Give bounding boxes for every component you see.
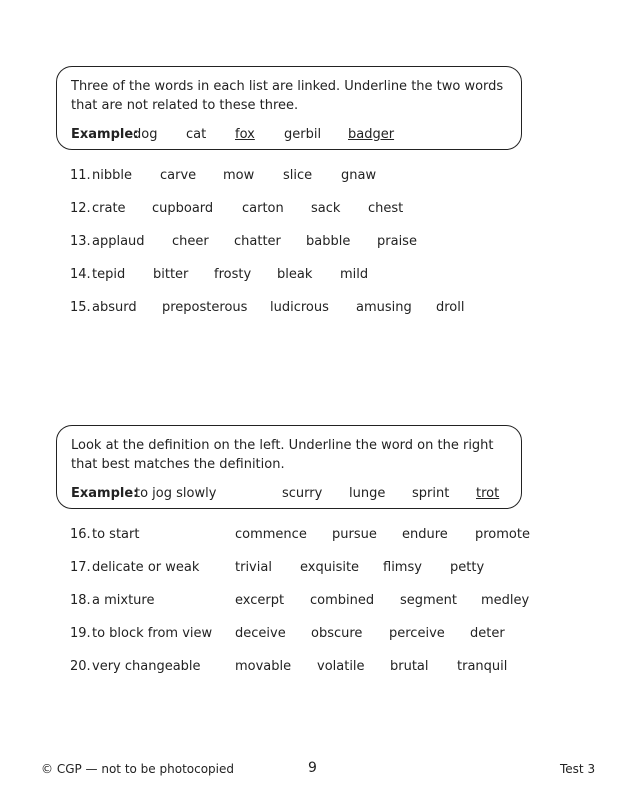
question-number: 14.: [70, 267, 91, 282]
example-word: sprint: [412, 486, 450, 501]
word-option[interactable]: nibble: [92, 168, 132, 183]
example-word-underlined: fox: [235, 127, 255, 142]
word-option[interactable]: slice: [283, 168, 313, 183]
word-option[interactable]: bleak: [277, 267, 313, 282]
word-option[interactable]: excerpt: [235, 593, 285, 608]
word-option[interactable]: trivial: [235, 560, 272, 575]
word-option[interactable]: chatter: [234, 234, 281, 249]
page-number: 9: [308, 760, 317, 776]
question-row: [0, 657, 627, 676]
definition-text: to block from view: [92, 626, 213, 641]
question-row: [0, 591, 627, 610]
word-option[interactable]: crate: [92, 201, 126, 216]
word-option[interactable]: sack: [311, 201, 341, 216]
question-row: [0, 624, 627, 643]
definition-text: very changeable: [92, 659, 201, 674]
word-option[interactable]: applaud: [92, 234, 145, 249]
word-option[interactable]: preposterous: [162, 300, 248, 315]
question-number: 15.: [70, 300, 91, 315]
word-option[interactable]: medley: [481, 593, 530, 608]
question-row: [0, 525, 627, 544]
word-option[interactable]: perceive: [389, 626, 445, 641]
example-label: Example:: [71, 127, 139, 142]
example-definition: to jog slowly: [135, 486, 217, 501]
question-row: [0, 199, 627, 218]
word-option[interactable]: commence: [235, 527, 307, 542]
word-option[interactable]: mild: [340, 267, 369, 282]
question-row: [0, 298, 627, 317]
word-option[interactable]: mow: [223, 168, 255, 183]
word-option[interactable]: combined: [310, 593, 375, 608]
word-option[interactable]: endure: [402, 527, 448, 542]
word-option[interactable]: deter: [470, 626, 505, 641]
question-row: [0, 232, 627, 251]
word-option[interactable]: droll: [436, 300, 465, 315]
word-option[interactable]: bitter: [153, 267, 189, 282]
question-number: 19.: [70, 626, 91, 641]
example-word: dog: [133, 127, 158, 142]
question-number: 12.: [70, 201, 91, 216]
definition-text: to start: [92, 527, 140, 542]
instructions-text-2: Look at the definition on the left. Underline the word on the right that best matches the definition.: [71, 438, 494, 472]
instructions-box-2: [56, 425, 522, 509]
instructions-box-1: [56, 66, 522, 150]
word-option[interactable]: deceive: [235, 626, 286, 641]
word-option[interactable]: ludicrous: [270, 300, 329, 315]
word-option[interactable]: obscure: [311, 626, 363, 641]
word-option[interactable]: segment: [400, 593, 458, 608]
word-option[interactable]: volatile: [317, 659, 365, 674]
word-option[interactable]: praise: [377, 234, 417, 249]
question-number: 13.: [70, 234, 91, 249]
example-word: lunge: [349, 486, 386, 501]
word-option[interactable]: carve: [160, 168, 197, 183]
word-option[interactable]: carton: [242, 201, 284, 216]
question-row: [0, 166, 627, 185]
question-number: 18.: [70, 593, 91, 608]
word-option[interactable]: amusing: [356, 300, 412, 315]
word-option[interactable]: petty: [450, 560, 485, 575]
definition-text: delicate or weak: [92, 560, 200, 575]
question-number: 16.: [70, 527, 91, 542]
word-option[interactable]: promote: [475, 527, 530, 542]
example-word-underlined: badger: [348, 127, 395, 142]
example-word: scurry: [282, 486, 323, 501]
word-option[interactable]: babble: [306, 234, 351, 249]
question-number: 20.: [70, 659, 91, 674]
word-option[interactable]: gnaw: [341, 168, 377, 183]
copyright-notice: © CGP — not to be photocopied: [41, 762, 235, 776]
word-option[interactable]: brutal: [390, 659, 429, 674]
word-option[interactable]: frosty: [214, 267, 252, 282]
word-option[interactable]: pursue: [332, 527, 377, 542]
question-row: [0, 265, 627, 284]
word-option[interactable]: cupboard: [152, 201, 214, 216]
example-word-underlined: trot: [476, 486, 500, 501]
word-option[interactable]: absurd: [92, 300, 137, 315]
word-option[interactable]: tepid: [92, 267, 126, 282]
word-option[interactable]: flimsy: [383, 560, 422, 575]
word-option[interactable]: movable: [235, 659, 292, 674]
word-option[interactable]: chest: [368, 201, 404, 216]
example-word: cat: [186, 127, 207, 142]
word-option[interactable]: exquisite: [300, 560, 360, 575]
word-option[interactable]: cheer: [172, 234, 209, 249]
word-option[interactable]: tranquil: [457, 659, 508, 674]
question-row: [0, 558, 627, 577]
example-word: gerbil: [284, 127, 322, 142]
definition-text: a mixture: [92, 593, 155, 608]
question-number: 11.: [70, 168, 91, 183]
instructions-text-1: Three of the words in each list are linked. Underline the two words that are not related to these three.: [71, 79, 504, 113]
question-number: 17.: [70, 560, 91, 575]
test-label: Test 3: [560, 762, 596, 776]
example-label: Example:: [71, 486, 139, 501]
